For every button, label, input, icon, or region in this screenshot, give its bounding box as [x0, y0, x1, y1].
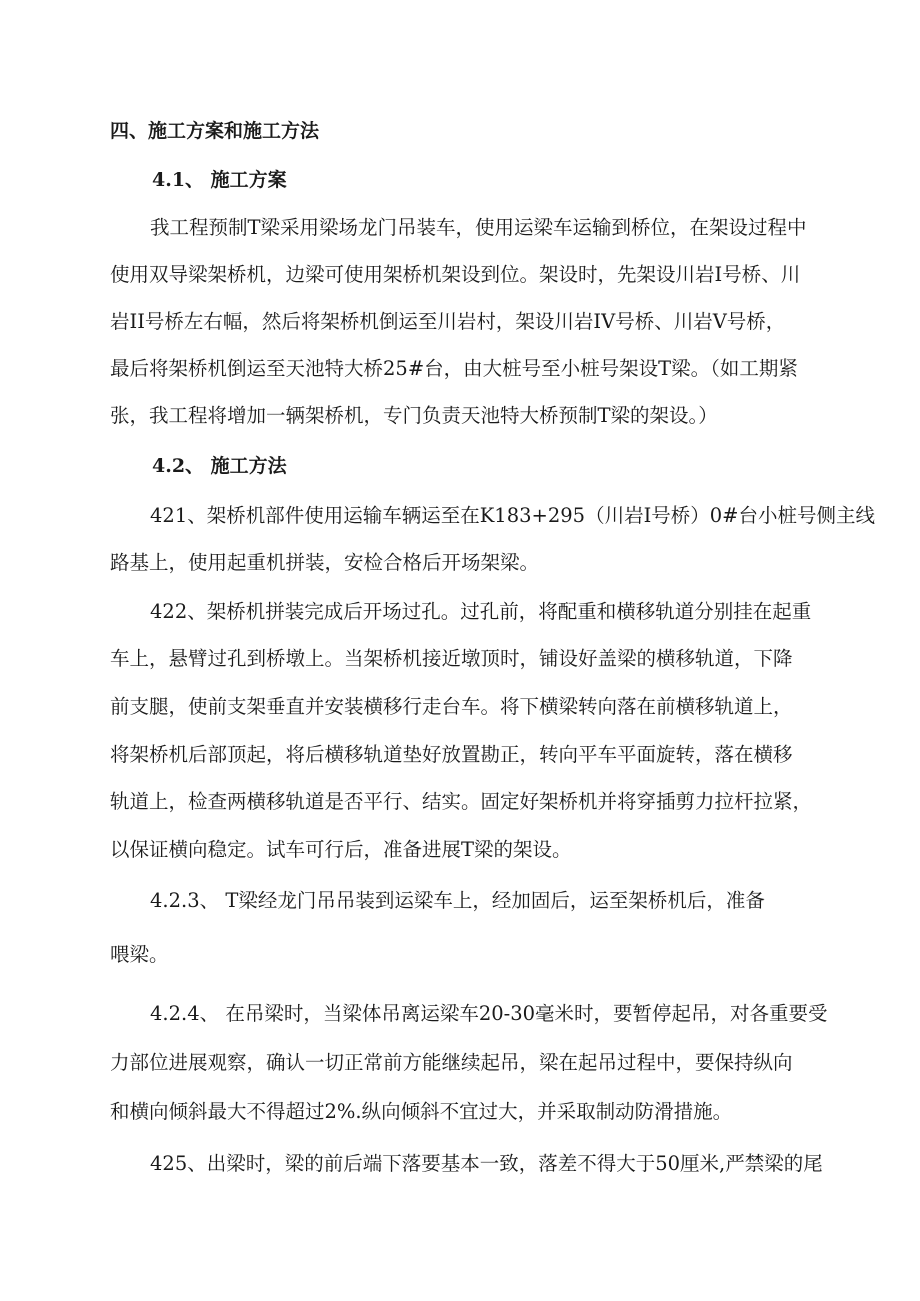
paragraph-line: 轨道上，检查两横移轨道是否平行、结实。固定好架桥机并将穿插剪力拉杆拉紧， [110, 790, 813, 813]
section-heading-4-2: 4.2、 施工方法 [152, 455, 287, 477]
section-heading-4-1: 4.1、 施工方案 [152, 169, 287, 191]
paragraph-line: 力部位进展观察，确认一切正常前方能继续起吊，梁在起吊过程中，要保持纵向 [110, 1051, 793, 1074]
paragraph-line: 4.2.3、 T梁经龙门吊吊装到运梁车上，经加固后，运至架桥机后，准备 [150, 889, 765, 912]
paragraph-line: 岩II号桥左右幅，然后将架桥机倒运至川岩村，架设川岩IV号桥、川岩V号桥， [110, 310, 786, 333]
paragraph-line: 和横向倾斜最大不得超过2%.纵向倾斜不宜过大，并采取制动防滑措施。 [110, 1100, 733, 1123]
paragraph-line: 前支腿，使前支架垂直并安装横移行走台车。将下横梁转向落在前横移轨道上， [110, 695, 793, 718]
paragraph-line: 我工程预制T梁采用梁场龙门吊装车，使用运梁车运输到桥位，在架设过程中 [150, 216, 807, 239]
paragraph-line: 4.2.4、 在吊梁时，当梁体吊离运梁车20-30毫米时，要暂停起吊，对各重要受 [150, 1002, 828, 1025]
paragraph-line: 最后将架桥机倒运至天池特大桥25#台，由大桩号至小桩号架设T梁。（如工期紧 [110, 357, 798, 380]
paragraph-line: 张，我工程将增加一辆架桥机，专门负责天池特大桥预制T梁的架设。） [110, 404, 718, 427]
chapter-heading: 四、施工方案和施工方法 [110, 120, 320, 142]
paragraph-line: 422、架桥机拼装完成后开场过孔。过孔前，将配重和横移轨道分别挂在起重 [150, 600, 812, 623]
paragraph-line: 425、出梁时，梁的前后端下落要基本一致，落差不得大于50厘米,严禁梁的尾 [150, 1152, 823, 1175]
paragraph-line: 路基上，使用起重机拼装，安检合格后开场架梁。 [110, 551, 540, 574]
paragraph-line: 使用双导梁架桥机，边梁可使用架桥机架设到位。架设时，先架设川岩I号桥、川 [110, 263, 801, 286]
paragraph-line: 将架桥机后部顶起，将后横移轨道垫好放置勘正，转向平车平面旋转，落在横移 [110, 743, 793, 766]
paragraph-line: 421、架桥机部件使用运输车辆运至在K183+295（川岩I号桥）0#台小桩号侧主线 [150, 504, 876, 527]
paragraph-line: 以保证横向稳定。试车可行后，准备进展T梁的架设。 [110, 838, 572, 861]
paragraph-line: 车上，悬臂过孔到桥墩上。当架桥机接近墩顶时，铺设好盖梁的横移轨道，下降 [110, 647, 793, 670]
paragraph-line: 喂梁。 [110, 943, 169, 966]
